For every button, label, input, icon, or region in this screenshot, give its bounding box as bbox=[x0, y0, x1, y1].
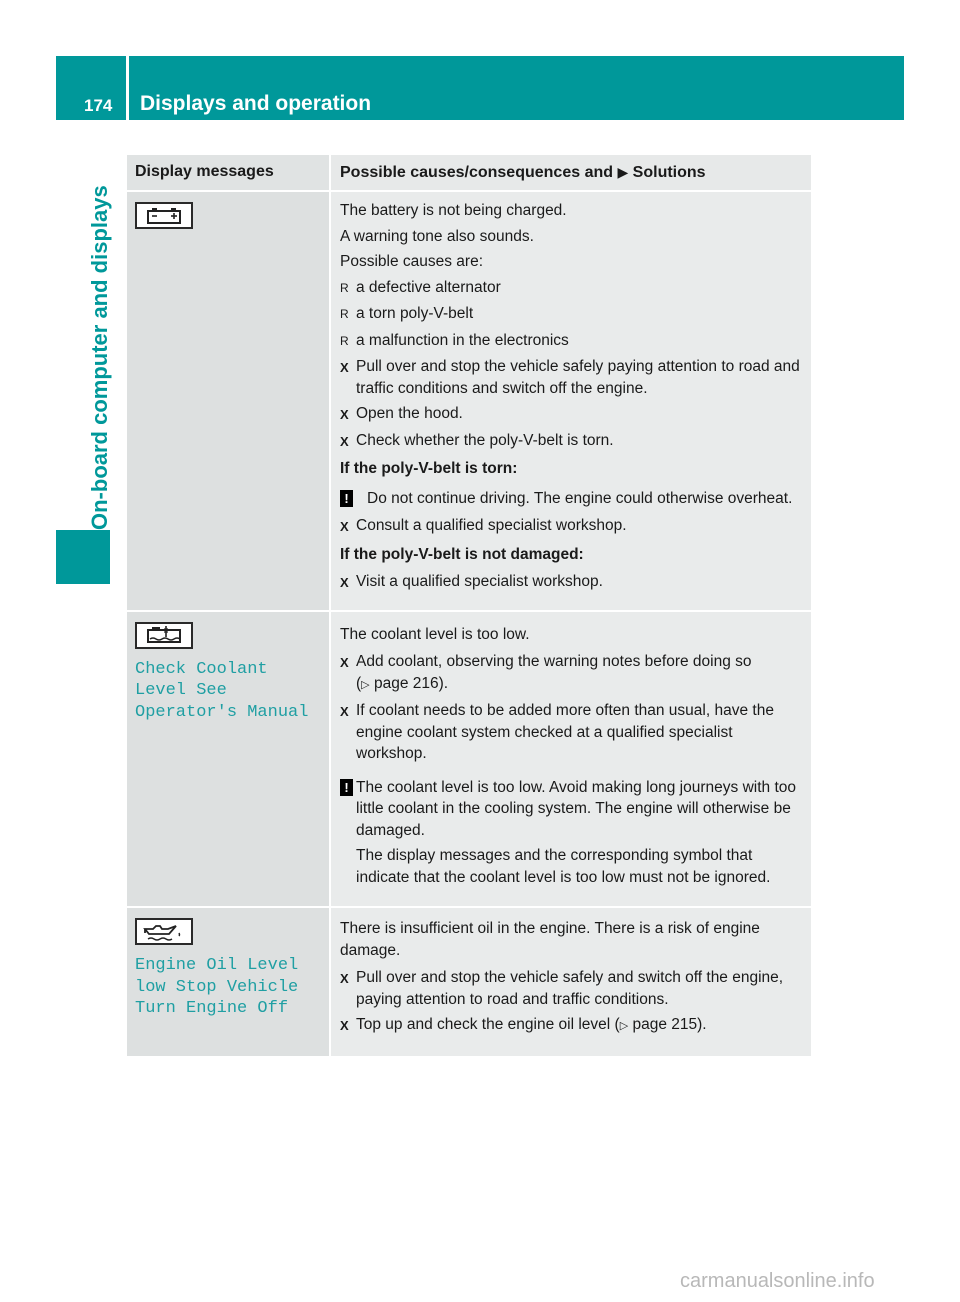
action-step: X Pull over and stop the vehicle safely paying attention to road and traffic conditions and switch off the engine. bbox=[340, 358, 800, 397]
action-step: X Add coolant, observing the warning notes before doing so (▷ page 216). bbox=[340, 653, 752, 692]
solution-cell: The battery is not being charged. A warning tone also sounds. Possible causes are: R a defective alternator R a torn poly-V-belt R a malfunction in the electronics X Pull over and stop the vehicle safely paying attention to road and traffic conditions and switch off the engine. X Open the hood. X Check whether the poly-V-belt is torn. If the poly-V-belt is torn: ! Do not continue driving. The engine could otherwise overheat. X Consult a qualified specialist workshop. If the poly-V-belt is not damaged: X Visit a qualified specialist workshop. bbox=[330, 191, 811, 611]
battery-icon bbox=[135, 202, 193, 229]
table-row bbox=[127, 907, 811, 1056]
action-arrow-icon: ▶ bbox=[617, 164, 629, 180]
col-header-causes-solutions: Possible causes/consequences and ▶ Solutions bbox=[330, 155, 811, 191]
not-damaged-heading: If the poly-V-belt is not damaged: bbox=[340, 545, 584, 563]
watermark: carmanualsonline.info bbox=[680, 1270, 875, 1292]
solution-cell: The coolant level is too low. X Add coolant, observing the warning notes before doing so (▷ page 216). X If coolant needs to be added more often than usual, have the engine coolant system checked at a qualified specialist workshop. ! The coolant level is too low. Avoid making long journeys with too little coolant in the cooling system. The engine will otherwise be damaged. The display messages and the corresponding symbol that indicate that the coolant level is too low must not be ignored. bbox=[330, 611, 811, 908]
action-step: X Open the hood. bbox=[340, 405, 463, 422]
torn-heading: If the poly-V-belt is torn: bbox=[340, 460, 518, 477]
display-messages-table bbox=[127, 155, 811, 1056]
list-item: R a defective alternator bbox=[340, 278, 501, 296]
header-divider bbox=[126, 56, 129, 120]
action-step: X Top up and check the engine oil level (▷ page 215). bbox=[340, 1016, 707, 1033]
engine-oil-icon bbox=[135, 918, 193, 945]
warning-note: ! The coolant level is too low. Avoid making long journeys with too little coolant in the cooling system. The engine will otherwise be damaged. The display messages and the corresponding symbol that indicate that the coolant level is too low must not be ignored. bbox=[340, 777, 803, 889]
coolant-level-icon bbox=[135, 622, 193, 649]
list-item: R a torn poly-V-belt bbox=[340, 305, 474, 322]
action-step: X Check whether the poly-V-belt is torn. bbox=[340, 431, 614, 449]
display-message-cell bbox=[127, 611, 330, 908]
table-header-row bbox=[127, 155, 811, 191]
warning-icon: ! bbox=[340, 779, 353, 796]
table-row bbox=[127, 191, 811, 611]
display-message-cell bbox=[127, 907, 330, 1056]
action-step: X Visit a qualified specialist workshop. bbox=[340, 573, 603, 590]
side-tab-marker bbox=[56, 530, 110, 584]
page-ref-icon: ▷ bbox=[619, 1020, 629, 1032]
engine-oil-display-message: Engine Oil Level low Stop Vehicle Turn Engine Off bbox=[135, 956, 299, 1018]
page-ref-icon: ▷ bbox=[361, 678, 370, 691]
display-message-cell bbox=[127, 191, 330, 611]
col-header-display-messages: Display messages bbox=[127, 155, 330, 191]
section-title: Displays and operation bbox=[140, 92, 372, 115]
solution-cell: There is insufficient oil in the engine. There is a risk of engine damage. X Pull over and stop the vehicle safely and switch off the engine, paying attention to road and traffic conditions. X Top up and check the engine oil level (▷ page 215). bbox=[330, 907, 811, 1056]
action-step: X Consult a qualified specialist workshop. bbox=[340, 517, 627, 534]
list-item: R a malfunction in the electronics bbox=[340, 331, 569, 349]
table-row bbox=[127, 611, 811, 908]
side-tab-label: On-board computer and displays bbox=[87, 185, 112, 530]
coolant-display-message: Check Coolant Level See Operator's Manual bbox=[135, 659, 309, 722]
action-step: X If coolant needs to be added more often than usual, have the engine coolant system checked at a qualified specialist workshop. bbox=[340, 702, 774, 762]
action-step: X Pull over and stop the vehicle safely and switch off the engine, paying attention to road and traffic conditions. bbox=[340, 969, 784, 1008]
warning-icon: ! bbox=[340, 490, 353, 507]
page-number: 174 bbox=[84, 96, 113, 115]
warning-note: ! Do not continue driving. The engine could otherwise overheat. bbox=[340, 488, 803, 510]
header-bar bbox=[56, 56, 904, 120]
